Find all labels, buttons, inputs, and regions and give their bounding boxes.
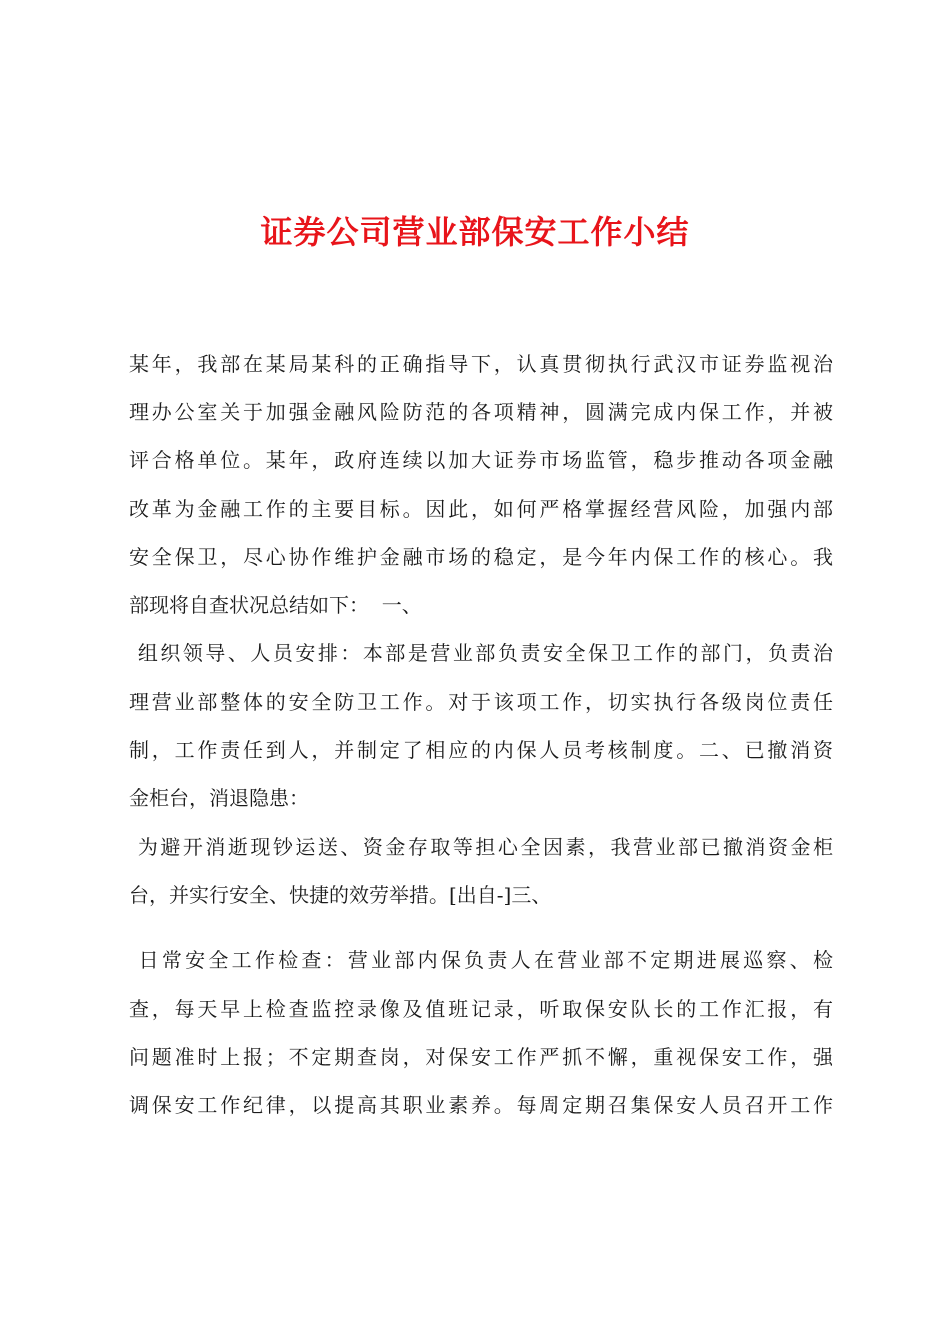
body-line-12: 台，并实行安全、快捷的效劳举措。[出自-]三、	[129, 883, 552, 907]
body-line-15: 问题准时上报；不定期查岗，对保安工作严抓不懈，重视保安工作，强	[129, 1045, 833, 1069]
body-line-10: 金柜台，消退隐患：	[129, 786, 309, 810]
body-line-5: 安全保卫，尽心协作维护金融市场的稳定，是今年内保工作的核心。我	[129, 545, 833, 569]
body-line-4: 改革为金融工作的主要目标。因此，如何严格掌握经营风险，加强内部	[129, 497, 833, 521]
body-line-13: 日常安全工作检查：营业部内保负责人在营业部不定期进展巡察、检	[129, 948, 833, 972]
body-line-3: 评合格单位。某年，政府连续以加大证券市场监管，稳步推动各项金融	[129, 448, 833, 472]
body-line-2: 理办公室关于加强金融风险防范的各项精神，圆满完成内保工作，并被	[129, 400, 833, 424]
body-line-6: 部现将自查状况总结如下： 一、	[129, 593, 422, 617]
body-line-7: 组织领导、人员安排：本部是营业部负责安全保卫工作的部门，负责治	[129, 641, 833, 665]
body-line-1: 某年，我部在某局某科的正确指导下，认真贯彻执行武汉市证券监视治	[129, 352, 833, 376]
document-title: 证券公司营业部保安工作小结	[260, 213, 690, 251]
body-line-9: 制，工作责任到人，并制定了相应的内保人员考核制度。二、已撤消资	[129, 738, 833, 762]
body-line-8: 理营业部整体的安全防卫工作。对于该项工作，切实执行各级岗位责任	[129, 690, 833, 714]
body-line-14: 查，每天早上检查监控录像及值班记录，听取保安队长的工作汇报，有	[129, 997, 833, 1021]
body-line-11: 为避开消逝现钞运送、资金存取等担心全因素，我营业部已撤消资金柜	[129, 835, 833, 859]
body-line-16: 调保安工作纪律，以提高其职业素养。每周定期召集保安人员召开工作	[129, 1093, 833, 1117]
